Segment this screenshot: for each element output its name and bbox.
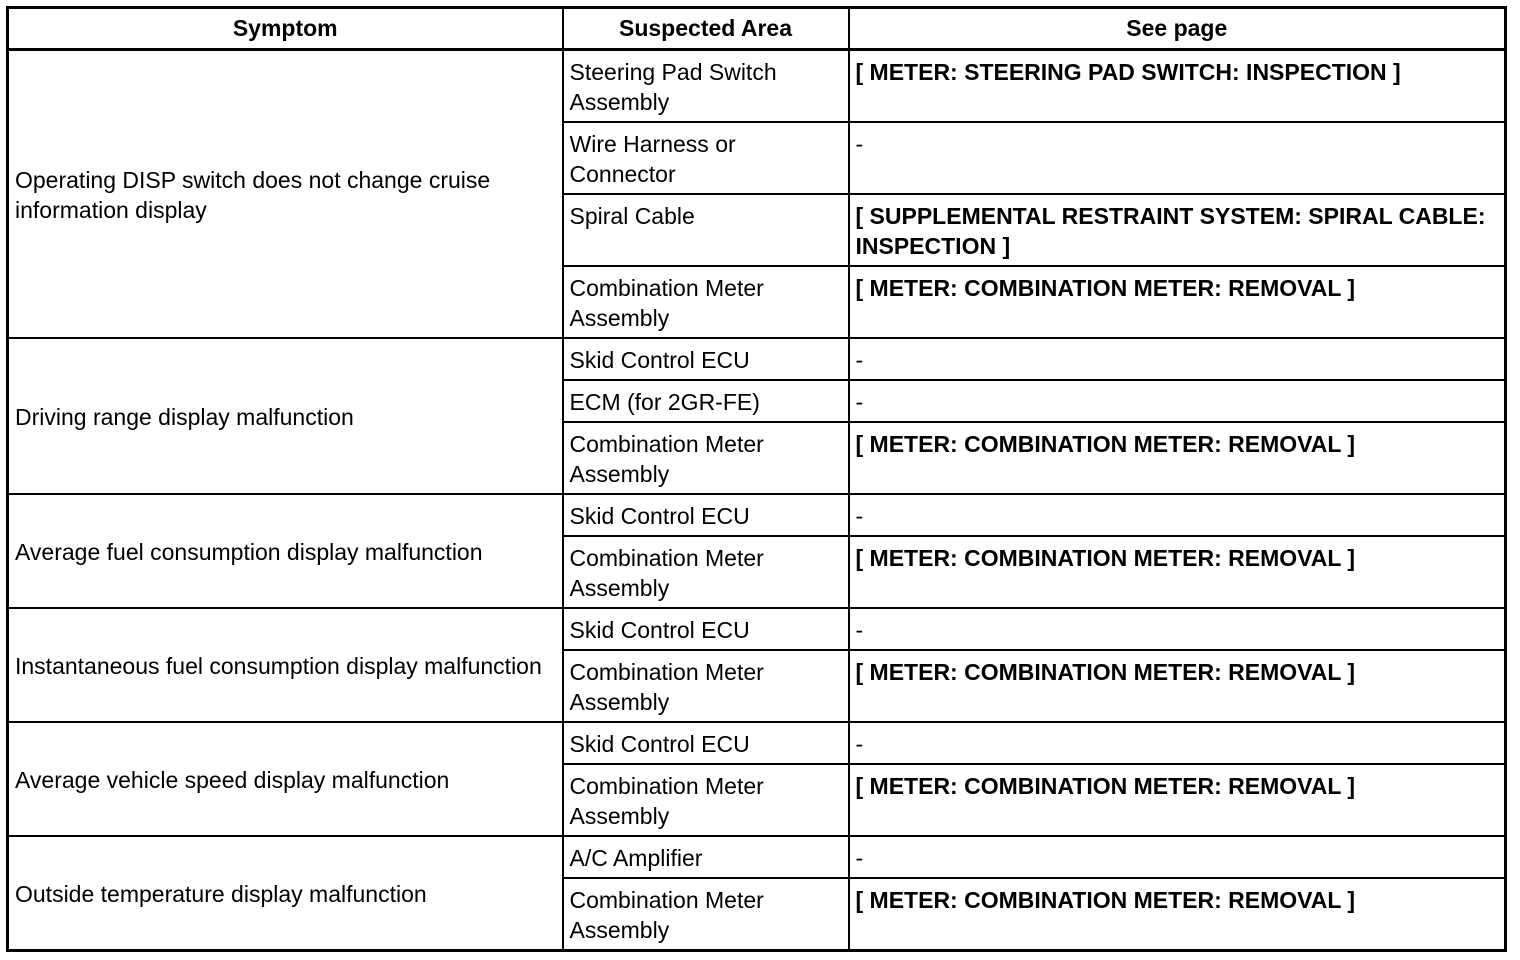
suspected-area-cell: Skid Control ECU: [563, 338, 849, 380]
table-row: [8, 836, 1506, 878]
symptom-cell: Operating DISP switch does not change cruise information display: [8, 50, 563, 339]
see-page-cell: -: [849, 122, 1506, 194]
symptom-cell: Average vehicle speed display malfunction: [8, 722, 563, 836]
see-page-link[interactable]: [ SUPPLEMENTAL RESTRAINT SYSTEM: SPIRAL CABLE: INSPECTION ]: [849, 194, 1506, 266]
symptom-cell: Outside temperature display malfunction: [8, 836, 563, 951]
symptom-cell: Driving range display malfunction: [8, 338, 563, 494]
table-row: [8, 608, 1506, 650]
suspected-area-cell: ECM (for 2GR-FE): [563, 380, 849, 422]
header-row: [8, 8, 1506, 50]
see-page-link[interactable]: [ METER: COMBINATION METER: REMOVAL ]: [849, 536, 1506, 608]
header-see-page: See page: [849, 8, 1506, 50]
see-page-cell: -: [849, 380, 1506, 422]
header-symptom: Symptom: [8, 8, 563, 50]
table-row: [8, 338, 1506, 380]
suspected-area-cell: Skid Control ECU: [563, 494, 849, 536]
symptom-cell: Instantaneous fuel consumption display malfunction: [8, 608, 563, 722]
see-page-link[interactable]: [ METER: COMBINATION METER: REMOVAL ]: [849, 878, 1506, 951]
suspected-area-cell: Wire Harness or Connector: [563, 122, 849, 194]
table-row: [8, 722, 1506, 764]
problem-symptoms-table: [6, 6, 1507, 952]
see-page-cell: -: [849, 722, 1506, 764]
suspected-area-cell: Skid Control ECU: [563, 722, 849, 764]
suspected-area-cell: Combination Meter Assembly: [563, 536, 849, 608]
suspected-area-cell: Combination Meter Assembly: [563, 878, 849, 951]
see-page-link[interactable]: [ METER: COMBINATION METER: REMOVAL ]: [849, 422, 1506, 494]
suspected-area-cell: A/C Amplifier: [563, 836, 849, 878]
suspected-area-cell: Skid Control ECU: [563, 608, 849, 650]
see-page-link[interactable]: [ METER: COMBINATION METER: REMOVAL ]: [849, 266, 1506, 338]
symptom-cell: Average fuel consumption display malfunction: [8, 494, 563, 608]
suspected-area-cell: Spiral Cable: [563, 194, 849, 266]
suspected-area-cell: Combination Meter Assembly: [563, 764, 849, 836]
see-page-cell: -: [849, 836, 1506, 878]
see-page-cell: -: [849, 494, 1506, 536]
suspected-area-cell: Steering Pad Switch Assembly: [563, 50, 849, 123]
suspected-area-cell: Combination Meter Assembly: [563, 422, 849, 494]
see-page-link[interactable]: [ METER: COMBINATION METER: REMOVAL ]: [849, 650, 1506, 722]
see-page-cell: -: [849, 608, 1506, 650]
see-page-link[interactable]: [ METER: STEERING PAD SWITCH: INSPECTION ]: [849, 50, 1506, 123]
table-row: [8, 50, 1506, 123]
see-page-link[interactable]: [ METER: COMBINATION METER: REMOVAL ]: [849, 764, 1506, 836]
see-page-cell: -: [849, 338, 1506, 380]
header-suspected-area: Suspected Area: [563, 8, 849, 50]
suspected-area-cell: Combination Meter Assembly: [563, 650, 849, 722]
table-row: [8, 494, 1506, 536]
suspected-area-cell: Combination Meter Assembly: [563, 266, 849, 338]
